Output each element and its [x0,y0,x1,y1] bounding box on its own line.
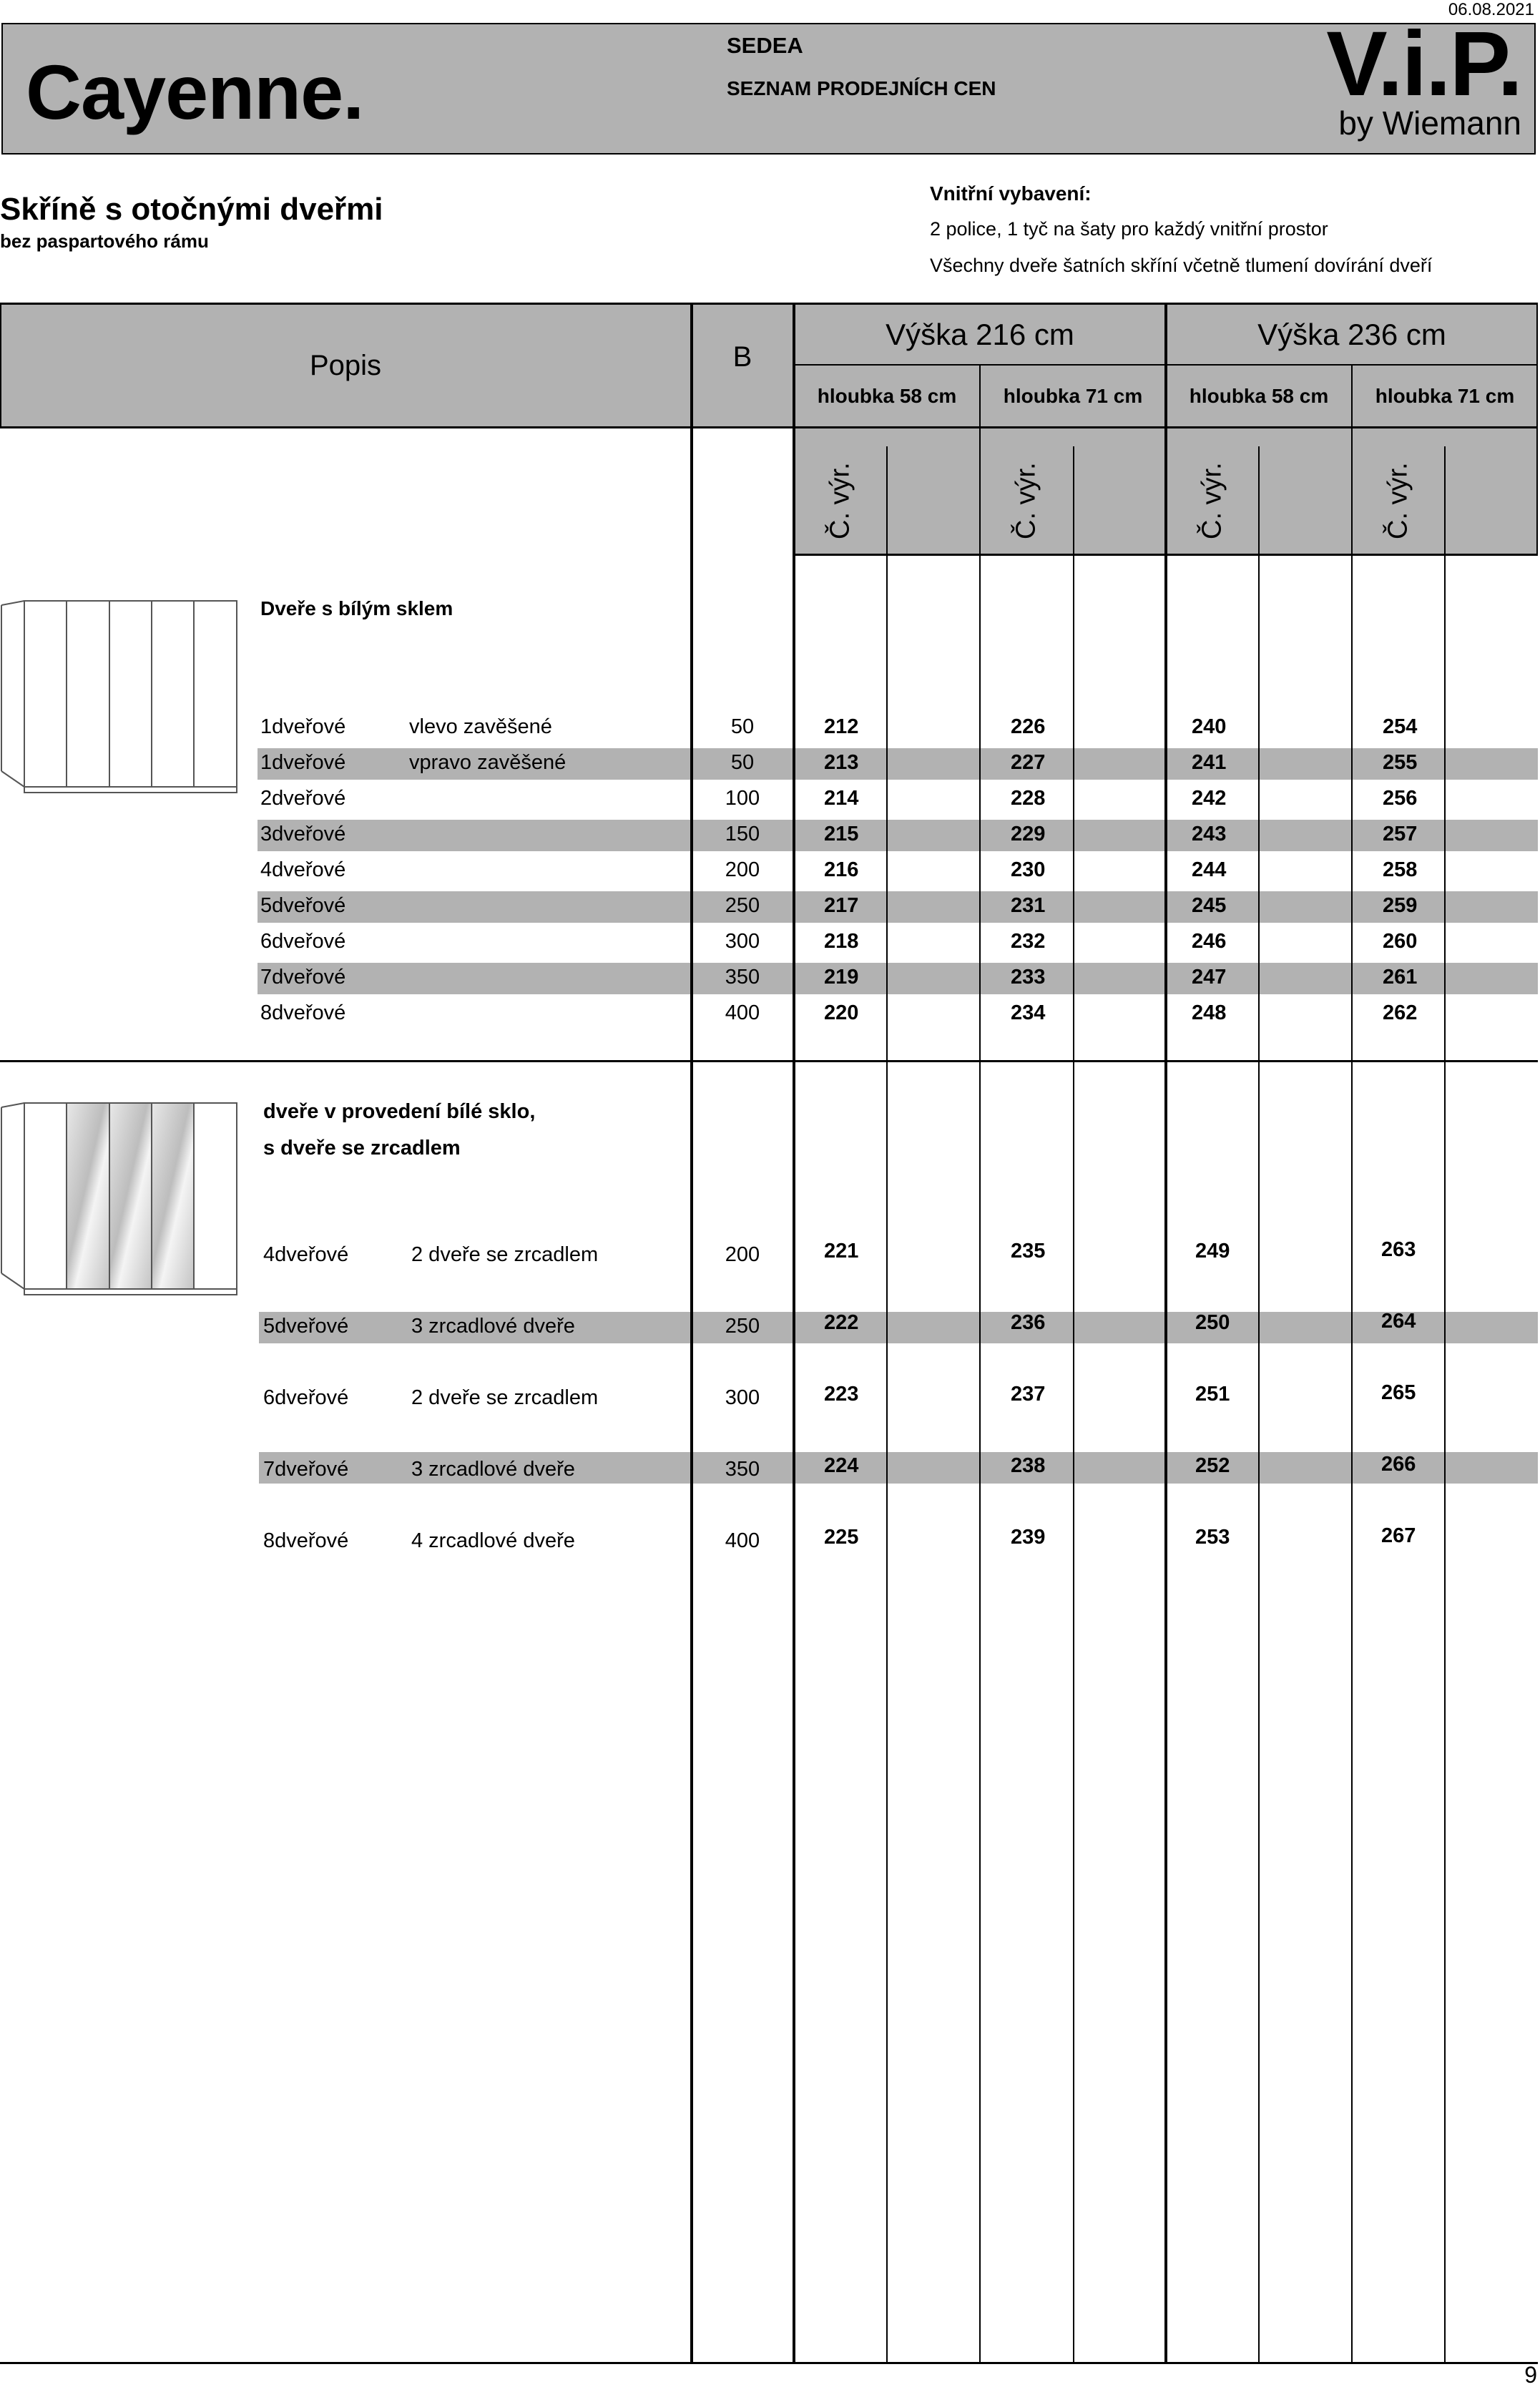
column-header-width: B [732,340,752,373]
doors-count: 7dveřové [263,1458,349,1481]
item-number: 249 [1195,1240,1230,1263]
item-number: 217 [824,894,859,917]
width-value: 150 [725,823,760,845]
item-number: 220 [824,1001,859,1024]
item-number: 257 [1383,823,1418,845]
variant: vlevo zavěšené [409,715,552,738]
variant: vpravo zavěšené [409,751,567,774]
item-number: 212 [824,715,859,738]
width-value: 400 [725,1529,760,1552]
item-no-label: Č. výr. [1011,462,1041,539]
table-bottom-border [0,2362,1538,2364]
sub-col-divider [886,446,888,2363]
doors-count: 8dveřové [260,1001,346,1024]
doors-count: 6dveřové [263,1386,349,1409]
col-divider-height [1164,303,1167,2363]
doors-count: 7dveřové [260,966,346,989]
page-number: 9 [1524,2362,1537,2388]
height-236-header: Výška 236 cm [1257,318,1446,351]
item-number: 230 [1011,858,1046,881]
doors-count: 3dveřové [260,823,346,845]
item-number: 223 [824,1383,859,1406]
item-number: 236 [1011,1311,1046,1334]
equipment-heading: Vnitřní vybavení: [930,182,1092,205]
page-title: Skříně s otočnými dveřmi [0,192,383,227]
item-number: 232 [1011,930,1046,953]
doors-count: 6dveřové [260,930,346,953]
item-number: 239 [1011,1526,1046,1549]
item-number: 259 [1383,894,1418,917]
item-number: 238 [1011,1454,1046,1477]
item-number: 248 [1192,1001,1227,1024]
row-stripe [258,963,1538,994]
sub-col-divider [1258,446,1260,2363]
item-number: 253 [1195,1526,1230,1549]
col-divider-depth [979,365,981,2363]
item-number: 213 [824,751,859,774]
item-number: 263 [1381,1238,1416,1261]
depth-71-header: hloubka 71 cm [1003,385,1143,407]
sub-col-divider [1073,446,1074,2363]
section-divider [0,1060,1538,1062]
item-number: 219 [824,966,859,989]
variant: 2 dveře se zrcadlem [411,1243,599,1266]
variant: 4 zrcadlové dveře [411,1529,575,1552]
item-no-label: Č. výr. [1197,462,1227,539]
item-number: 244 [1192,858,1227,881]
vip-logo [1326,13,1521,142]
item-number: 218 [824,930,859,953]
logo-sub-text: by Wiemann [1338,104,1521,142]
width-value: 300 [725,1386,760,1409]
item-no-label: Č. výr. [825,462,855,539]
item-number: 258 [1383,858,1418,881]
item-number: 231 [1011,894,1046,917]
item-number: 251 [1195,1383,1230,1406]
width-value: 250 [725,1315,760,1338]
doors-count: 2dveřové [260,787,346,810]
item-number: 224 [824,1454,859,1477]
width-value: 200 [725,858,760,881]
equipment-line-2: Všechny dveře šatních skříní včetně tlumení dovírání dveří [930,255,1433,276]
page-subtitle: bez paspartového rámu [0,230,209,252]
depth-58-header: hloubka 58 cm [817,385,957,407]
doors-count: 8dveřové [263,1529,349,1552]
variant: 3 zrcadlové dveře [411,1315,575,1338]
row-stripe [258,891,1538,923]
width-value: 350 [725,1458,760,1481]
item-number: 242 [1192,787,1227,810]
logo-main-text: V.i.P. [1326,13,1521,115]
width-value: 50 [730,715,755,738]
width-value: 400 [725,1001,760,1024]
item-number: 265 [1381,1381,1416,1404]
item-number: 243 [1192,823,1227,845]
item-number: 228 [1011,787,1046,810]
width-value: 50 [730,751,755,774]
width-value: 200 [725,1243,760,1266]
item-number: 250 [1195,1311,1230,1334]
variant: 3 zrcadlové dveře [411,1458,575,1481]
item-number: 241 [1192,751,1227,774]
item-no-label: Č. výr. [1383,462,1413,539]
item-number: 254 [1383,715,1418,738]
doors-count: 5dveřové [260,894,346,917]
item-number: 226 [1011,715,1046,738]
item-number: 233 [1011,966,1046,989]
width-value: 300 [725,930,760,953]
item-number: 260 [1383,930,1418,953]
item-number: 235 [1011,1240,1046,1263]
equipment-line-1: 2 police, 1 tyč na šaty pro každý vnitřní prostor [930,218,1328,240]
doors-count: 1dveřové [260,715,346,738]
item-number: 267 [1381,1524,1416,1547]
sub-col-divider [1444,446,1446,2363]
section-title-white-glass: Dveře s bílým sklem [260,597,453,619]
pricelist-title: SEZNAM PRODEJNÍCH CEN [727,77,996,99]
doors-count: 5dveřové [263,1315,349,1338]
series-name: SEDEA [727,33,803,58]
doors-count: 4dveřové [263,1243,349,1266]
item-number: 266 [1381,1453,1416,1476]
brand-title: Cayenne. [26,49,364,135]
doors-count: 4dveřové [260,858,346,881]
print-date: 06.08.2021 [1448,0,1534,19]
item-number: 222 [824,1311,859,1334]
depth-71-header: hloubka 71 cm [1375,385,1515,407]
item-number: 216 [824,858,859,881]
col-divider-depth [1351,365,1353,2363]
item-number: 234 [1011,1001,1046,1024]
item-number: 237 [1011,1383,1046,1406]
item-number: 261 [1383,966,1418,989]
item-number: 215 [824,823,859,845]
item-number: 255 [1383,751,1418,774]
wardrobe-white-glass-illustration [0,599,243,796]
item-number: 245 [1192,894,1227,917]
doors-count: 1dveřové [260,751,346,774]
item-number: 240 [1192,715,1227,738]
width-value: 250 [725,894,760,917]
height-216-header: Výška 216 cm [886,318,1074,351]
variant: 2 dveře se zrcadlem [411,1386,599,1409]
item-number: 225 [824,1526,859,1549]
row-stripe [258,820,1538,851]
item-number: 264 [1381,1310,1416,1333]
depth-58-header: hloubka 58 cm [1189,385,1329,407]
section-title-mirror-line-2: s dveře se zrcadlem [263,1137,461,1160]
item-number: 214 [824,787,859,810]
item-number: 227 [1011,751,1046,774]
wardrobe-mirror-illustration [0,1102,243,1298]
item-number: 252 [1195,1454,1230,1477]
item-number: 247 [1192,966,1227,989]
width-value: 350 [725,966,760,989]
column-header-description: Popis [309,349,382,381]
item-number: 262 [1383,1001,1418,1024]
width-value: 100 [725,787,760,810]
section-title-mirror-line-1: dveře v provedení bílé sklo, [263,1100,536,1123]
item-number: 221 [824,1240,859,1263]
item-number: 256 [1383,787,1418,810]
item-number: 246 [1192,930,1227,953]
item-number: 229 [1011,823,1046,845]
